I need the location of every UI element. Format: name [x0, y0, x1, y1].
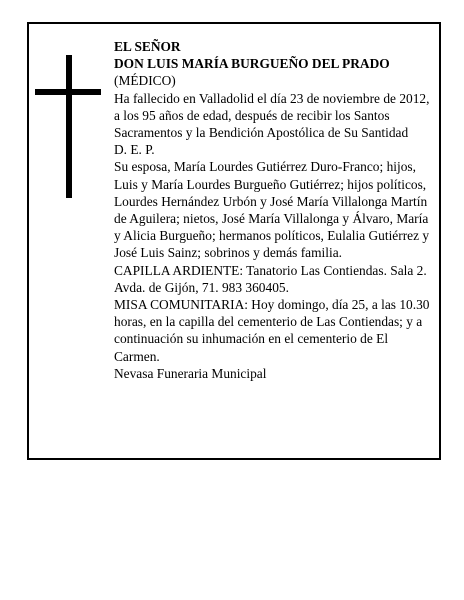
latin-cross-icon	[35, 55, 101, 198]
chapel-paragraph: CAPILLA ARDIENTE: Tanatorio Las Contiendas. Sala 2. Avda. de Gijón, 71. 983 360405.	[114, 262, 427, 295]
mass-paragraph: MISA COMUNITARIA: Hoy domingo, día 25, a las 10.30 horas, en la capilla del cementerio de Las Contiendas; y a continuación su inhumación en el cementerio de El Carmen.	[114, 297, 430, 364]
profession: (MÉDICO)	[114, 73, 176, 89]
obituary-text	[114, 38, 430, 382]
family-paragraph: Su esposa, María Lourdes Gutiérrez Duro-Franco; hijos, Luis y María Lourdes Burgueño Gutiérrez; hijos políticos, Lourdes Hernández Urbón y José María Villalonga Martín de Aguilera; nietos, José María Villalonga y Álvaro, María y Alicia Burgueño; hermanos políticos, Eulalia Gutiérrez y José Luis Sainz; sobrinos y demás familia.	[114, 159, 430, 261]
funeral-home: Nevasa Funeraria Municipal	[114, 365, 267, 381]
death-paragraph: Ha fallecido en Valladolid el día 23 de noviembre de 2012, a los 95 años de edad, después de recibir los Santos Sacramentos y la Bendición Apostólica de Su Santidad	[114, 90, 430, 141]
rip-line: D. E. P.	[114, 142, 155, 158]
cross-horizontal-bar	[35, 89, 101, 95]
cross-vertical-bar	[66, 55, 72, 198]
deceased-name: DON LUIS MARÍA BURGUEÑO DEL PRADO	[114, 56, 390, 72]
title-line: EL SEÑOR	[114, 39, 181, 54]
